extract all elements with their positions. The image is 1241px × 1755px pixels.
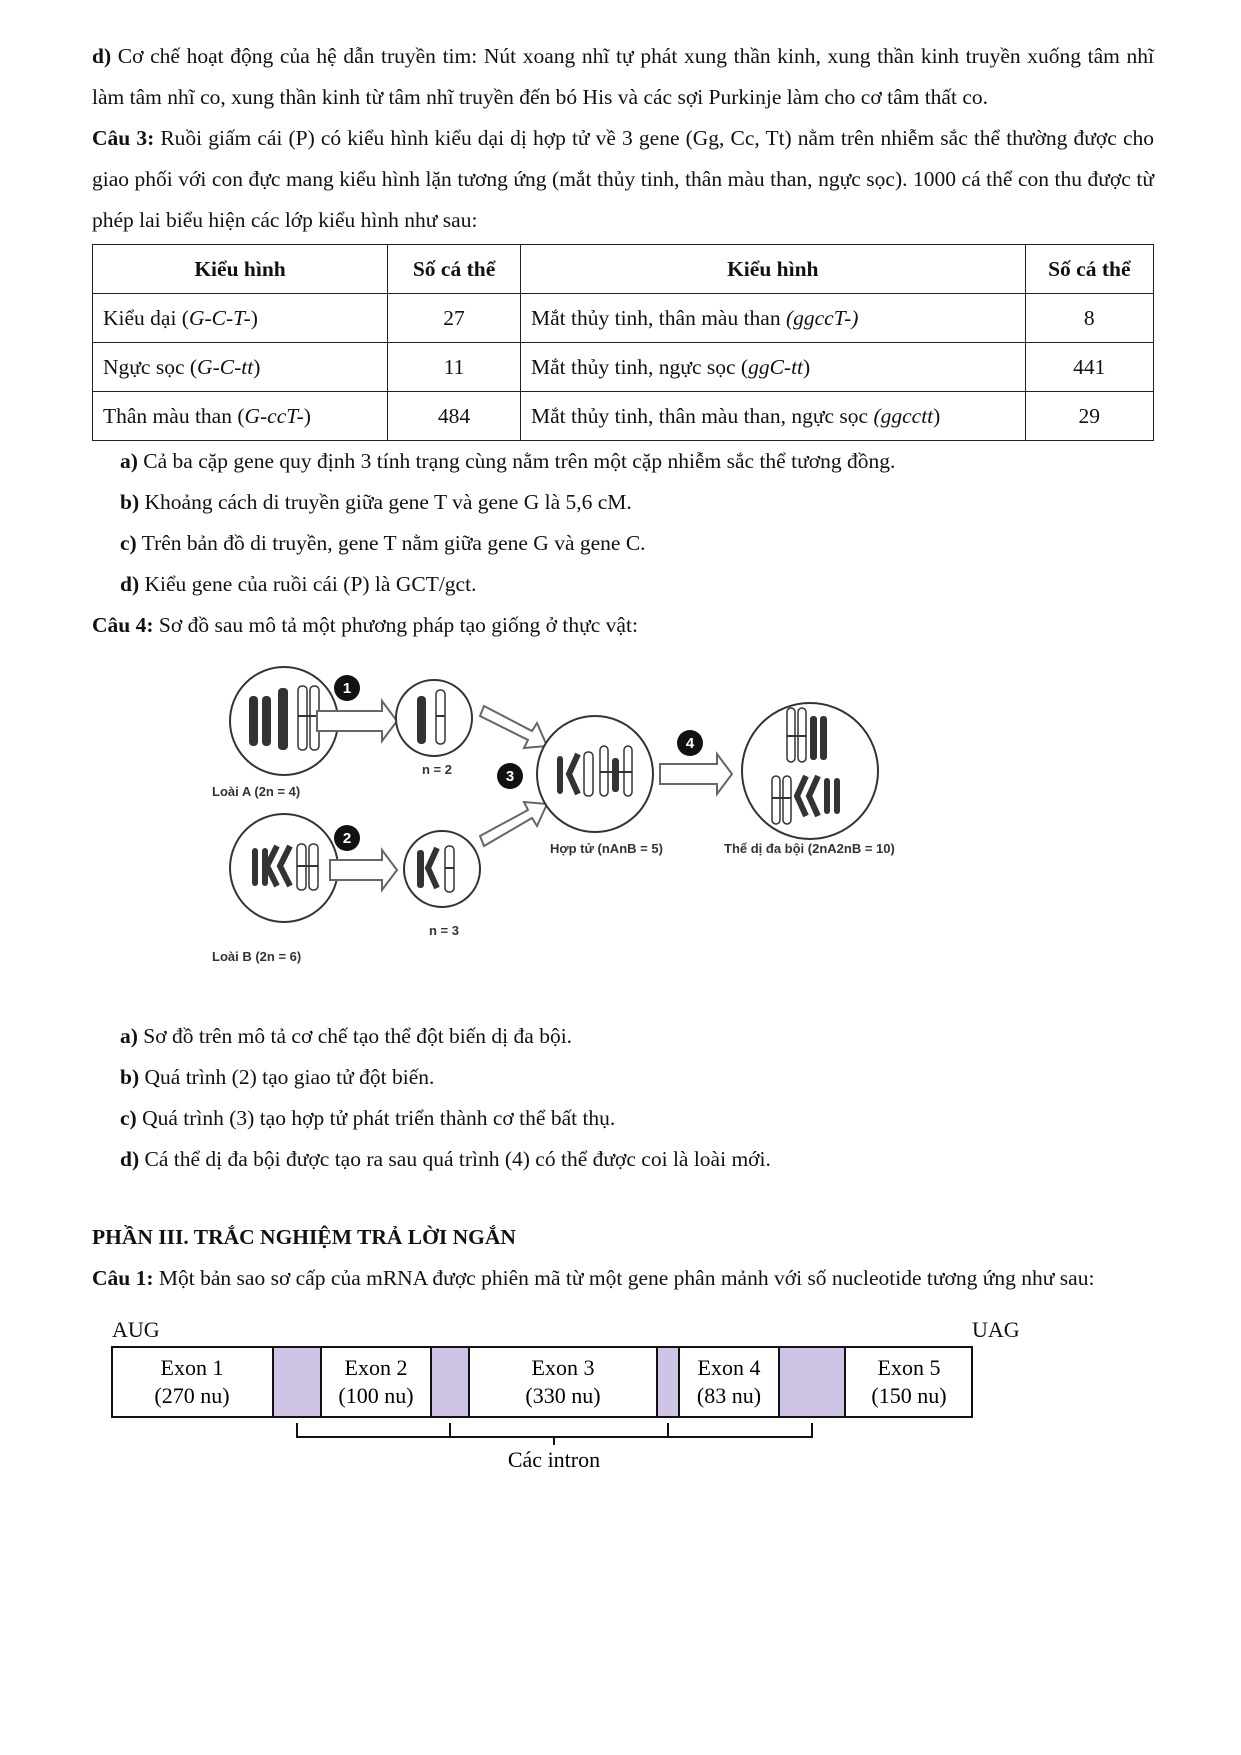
table-cell: Thân màu than (G-ccT-) [93, 392, 388, 441]
q2d-label: d) [92, 44, 112, 68]
table-cell: 11 [388, 343, 521, 392]
arrow-4 [660, 754, 732, 794]
q4-option-b: b) Quá trình (2) tạo giao tử đột biến. [120, 1065, 435, 1089]
q4-option-a: a) Sơ đồ trên mô tả cơ chế tạo thể đột biến dị đa bội. [120, 1024, 573, 1048]
q3-option-a: a) Cả ba cặp gene quy định 3 tính trạng cùng nằm trên một cặp nhiễm sắc thể tương đồng. [120, 449, 896, 473]
intron-1 [273, 1347, 321, 1417]
part3-heading: PHẦN III. TRẮC NGHIỆM TRẢ LỜI NGẮN [92, 1225, 516, 1249]
exon-1-length: (270 nu) [154, 1383, 230, 1408]
step-2-number: 2 [342, 830, 352, 847]
q2d-text: Cơ chế hoạt động của hệ dẫn truyền tim: Nút xoang nhĩ tự phát xung thần kinh, xung thần kinh truyền xuống tâm nhĩ làm tâm nhĩ co, xung thần kinh từ tâm nhĩ truyền đến bó His và các sợi Purkinje làm cho cơ tâm thất co. [92, 44, 1154, 109]
n2-label: n = 2 [422, 762, 452, 777]
table-cell: 484 [388, 392, 521, 441]
q3-option-b: b) Khoảng cách di truyền giữa gene T và gene G là 5,6 cM. [120, 490, 632, 514]
stop-codon: UAG [972, 1317, 1020, 1342]
table-cell: 8 [1025, 294, 1153, 343]
part3-q1-text: Một bản sao sơ cấp của mRNA được phiên mã từ một gene phân mảnh với số nucleotide tương ứng như sau: [153, 1266, 1095, 1290]
table-cell: Mắt thủy tinh, thân màu than (ggccT-) [521, 294, 1026, 343]
table-header: Số cá thể [1025, 245, 1153, 294]
table-cell: 29 [1025, 392, 1153, 441]
intron-2 [431, 1347, 469, 1417]
arrow-gamete-b-to-zygote [480, 802, 547, 846]
step-4-number: 4 [685, 735, 695, 752]
allopolyploid-cell [742, 703, 878, 839]
exon-4-name: Exon 4 [697, 1355, 761, 1380]
breeding-diagram [92, 646, 1154, 1016]
table-cell: Mắt thủy tinh, thân màu than, ngực sọc (ggcctt) [521, 392, 1026, 441]
table-cell: Mắt thủy tinh, ngực sọc (ggC-tt) [521, 343, 1026, 392]
zygote-label: Hợp tử (nAnB = 5) [550, 841, 663, 856]
species-a-label: Loài A (2n = 4) [212, 784, 301, 799]
step-3-number: 3 [505, 768, 515, 785]
q4-option-d: d) Cá thể dị đa bội được tạo ra sau quá trình (4) có thể được coi là loài mới. [120, 1147, 771, 1171]
arrow-2 [330, 850, 397, 890]
part3-q1-label: Câu 1: [92, 1266, 154, 1290]
allopolyploid-label: Thể dị đa bội (2nA2nB = 10) [724, 841, 895, 856]
intron-3 [657, 1347, 679, 1417]
gamete-a-cell [396, 680, 472, 756]
q3-label: Câu 3: [92, 126, 155, 150]
table-cell: Ngực sọc (G-C-tt) [93, 343, 388, 392]
intron-4 [779, 1347, 845, 1417]
table-row [93, 343, 1154, 392]
q4-text: Sơ đồ sau mô tả một phương pháp tạo giống ở thực vật: [153, 613, 638, 637]
table-header: Số cá thể [388, 245, 521, 294]
table-row [93, 294, 1154, 343]
gamete-b-cell [404, 831, 480, 907]
q3-option-d: d) Kiểu gene của ruồi cái (P) là GCT/gct. [120, 572, 477, 596]
phenotype-table [92, 244, 1154, 441]
exon-2-name: Exon 2 [344, 1355, 408, 1380]
gene-structure-diagram [92, 1311, 1154, 1486]
table-cell: 27 [388, 294, 521, 343]
arrow-gamete-a-to-zygote [480, 706, 547, 748]
exon-3-name: Exon 3 [531, 1355, 595, 1380]
q2-option-d [92, 36, 1154, 118]
part3-q1-stem [92, 1258, 1154, 1299]
q3-option-c: c) Trên bản đồ di truyền, gene T nằm giữa gene G và gene C. [120, 531, 646, 555]
q4-stem [92, 605, 1154, 646]
exon-3-length: (330 nu) [525, 1383, 601, 1408]
table-row [93, 392, 1154, 441]
exon-4-length: (83 nu) [696, 1383, 762, 1408]
q3-stem [92, 118, 1154, 241]
n3-label: n = 3 [429, 923, 459, 938]
table-header: Kiểu hình [93, 245, 388, 294]
q4-label: Câu 4: [92, 613, 154, 637]
table-cell: 441 [1025, 343, 1153, 392]
exon-1-name: Exon 1 [160, 1355, 224, 1380]
table-header-row [93, 245, 1154, 294]
exon-5-name: Exon 5 [877, 1355, 941, 1380]
exon-5-length: (150 nu) [871, 1383, 947, 1408]
species-b-cell [230, 814, 338, 922]
q4-option-c: c) Quá trình (3) tạo hợp tử phát triển thành cơ thể bất thụ. [120, 1106, 616, 1130]
q3-text: Ruồi giấm cái (P) có kiểu hình kiểu dại dị hợp tử về 3 gene (Gg, Cc, Tt) nằm trên nhiễm sắc thể thường được cho giao phối với con đực mang kiểu hình lặn tương ứng (mắt thủy tinh, thân màu than, ngực sọc). 1000 cá thể con thu được từ phép lai biểu hiện các lớp kiểu hình như sau: [92, 126, 1154, 232]
table-header: Kiểu hình [521, 245, 1026, 294]
table-cell: Kiểu dại (G-C-T-) [93, 294, 388, 343]
intron-bracket [297, 1423, 812, 1445]
step-1-number: 1 [342, 680, 352, 697]
exon-2-length: (100 nu) [338, 1383, 414, 1408]
intron-label: Các intron [507, 1447, 601, 1472]
start-codon: AUG [112, 1317, 160, 1342]
species-b-label: Loài B (2n = 6) [212, 949, 302, 964]
zygote-cell [537, 716, 653, 832]
